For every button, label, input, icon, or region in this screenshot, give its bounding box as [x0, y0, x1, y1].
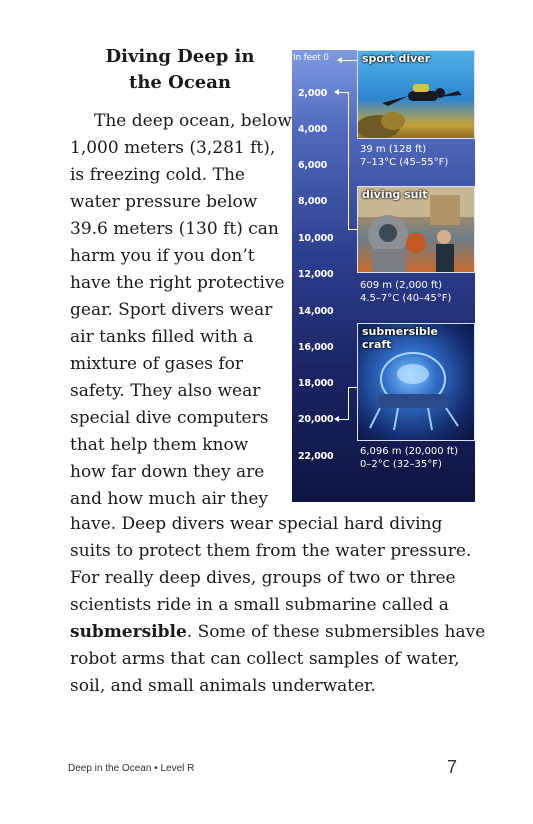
column-paragraph [70, 108, 292, 513]
text-line: mixture of gases for [70, 354, 244, 374]
title-line-1: Diving Deep in [105, 46, 255, 67]
depth-tick: 8,000 [298, 196, 328, 207]
note-temperature: 0–2°C (32–35°F) [360, 459, 442, 470]
text-line: robot arms that can collect samples of water, [70, 649, 460, 669]
marker-line [338, 419, 348, 420]
text-line: safety. They also wear [70, 381, 261, 401]
text-line: and how much air they [70, 489, 268, 509]
note-depth: 39 m (128 ft) [360, 144, 427, 155]
text-line: water pressure below [70, 192, 258, 212]
text-line [70, 619, 486, 646]
marker-line [341, 60, 357, 61]
text-line: gear. Sport divers wear [70, 300, 273, 320]
note-depth: 609 m (2,000 ft) [360, 280, 443, 291]
text-line: 39.6 meters (130 ft) can [70, 219, 279, 239]
submersible-craft-photo [357, 323, 475, 441]
depth-scale-title: In feet 0 [293, 53, 329, 63]
photo-caption: diving suit [362, 188, 428, 201]
text-line: The deep ocean, below [94, 111, 292, 131]
depth-tick: 10,000 [298, 233, 334, 244]
depth-scale [292, 50, 348, 502]
book-footer: Deep in the Ocean • Level R [68, 763, 195, 774]
section-title [70, 44, 290, 96]
diving-suit-photo [357, 186, 475, 273]
text-line: have the right protective [70, 273, 285, 293]
marker-line [348, 92, 349, 229]
depth-tick: 14,000 [298, 306, 334, 317]
text-line: special dive computers [70, 408, 269, 428]
text-line: air tanks filled with a [70, 327, 254, 347]
page-number: 7 [446, 757, 457, 777]
text-line: 1,000 meters (3,281 ft), [70, 138, 276, 158]
depth-note [360, 445, 458, 471]
text-line: For really deep dives, groups of two or three [70, 568, 456, 588]
text-line: harm you if you don’t [70, 246, 255, 266]
text-line: soil, and small animals underwater. [70, 676, 376, 696]
text-line: that help them know [70, 435, 249, 455]
depth-tick: 6,000 [298, 160, 328, 171]
text-line: have. Deep divers wear special hard diving [70, 514, 443, 534]
title-line-2: the Ocean [129, 72, 231, 93]
text-fragment: . Some of these submersibles have [186, 622, 486, 642]
depth-tick: 18,000 [298, 378, 334, 389]
depth-tick: 4,000 [298, 124, 328, 135]
depth-tick: 20,000 [298, 414, 334, 425]
text-line: suits to protect them from the water pressure. [70, 541, 472, 561]
marker-line [348, 387, 349, 420]
note-depth: 6,096 m (20,000 ft) [360, 446, 458, 457]
note-temperature: 7–13°C (45–55°F) [360, 157, 449, 168]
depth-note [360, 143, 448, 169]
depth-note [360, 279, 451, 305]
photo-caption: sport diver [362, 52, 431, 65]
marker-line [348, 229, 357, 230]
marker-line [348, 387, 357, 388]
depth-tick: 16,000 [298, 342, 334, 353]
text-line: scientists ride in a small submarine called a [70, 595, 449, 615]
marker-line [338, 92, 348, 93]
text-line: is freezing cold. The [70, 165, 245, 185]
vocabulary-word: submersible [70, 622, 187, 642]
full-width-paragraph [70, 511, 486, 700]
depth-tick: 2,000 [298, 88, 328, 99]
text-line: how far down they are [70, 462, 265, 482]
photo-caption: submersible craft [362, 325, 439, 351]
depth-tick: 22,000 [298, 451, 334, 462]
note-temperature: 4.5–7°C (40–45°F) [360, 293, 452, 304]
sport-diver-photo [357, 50, 475, 139]
depth-tick: 12,000 [298, 269, 334, 280]
